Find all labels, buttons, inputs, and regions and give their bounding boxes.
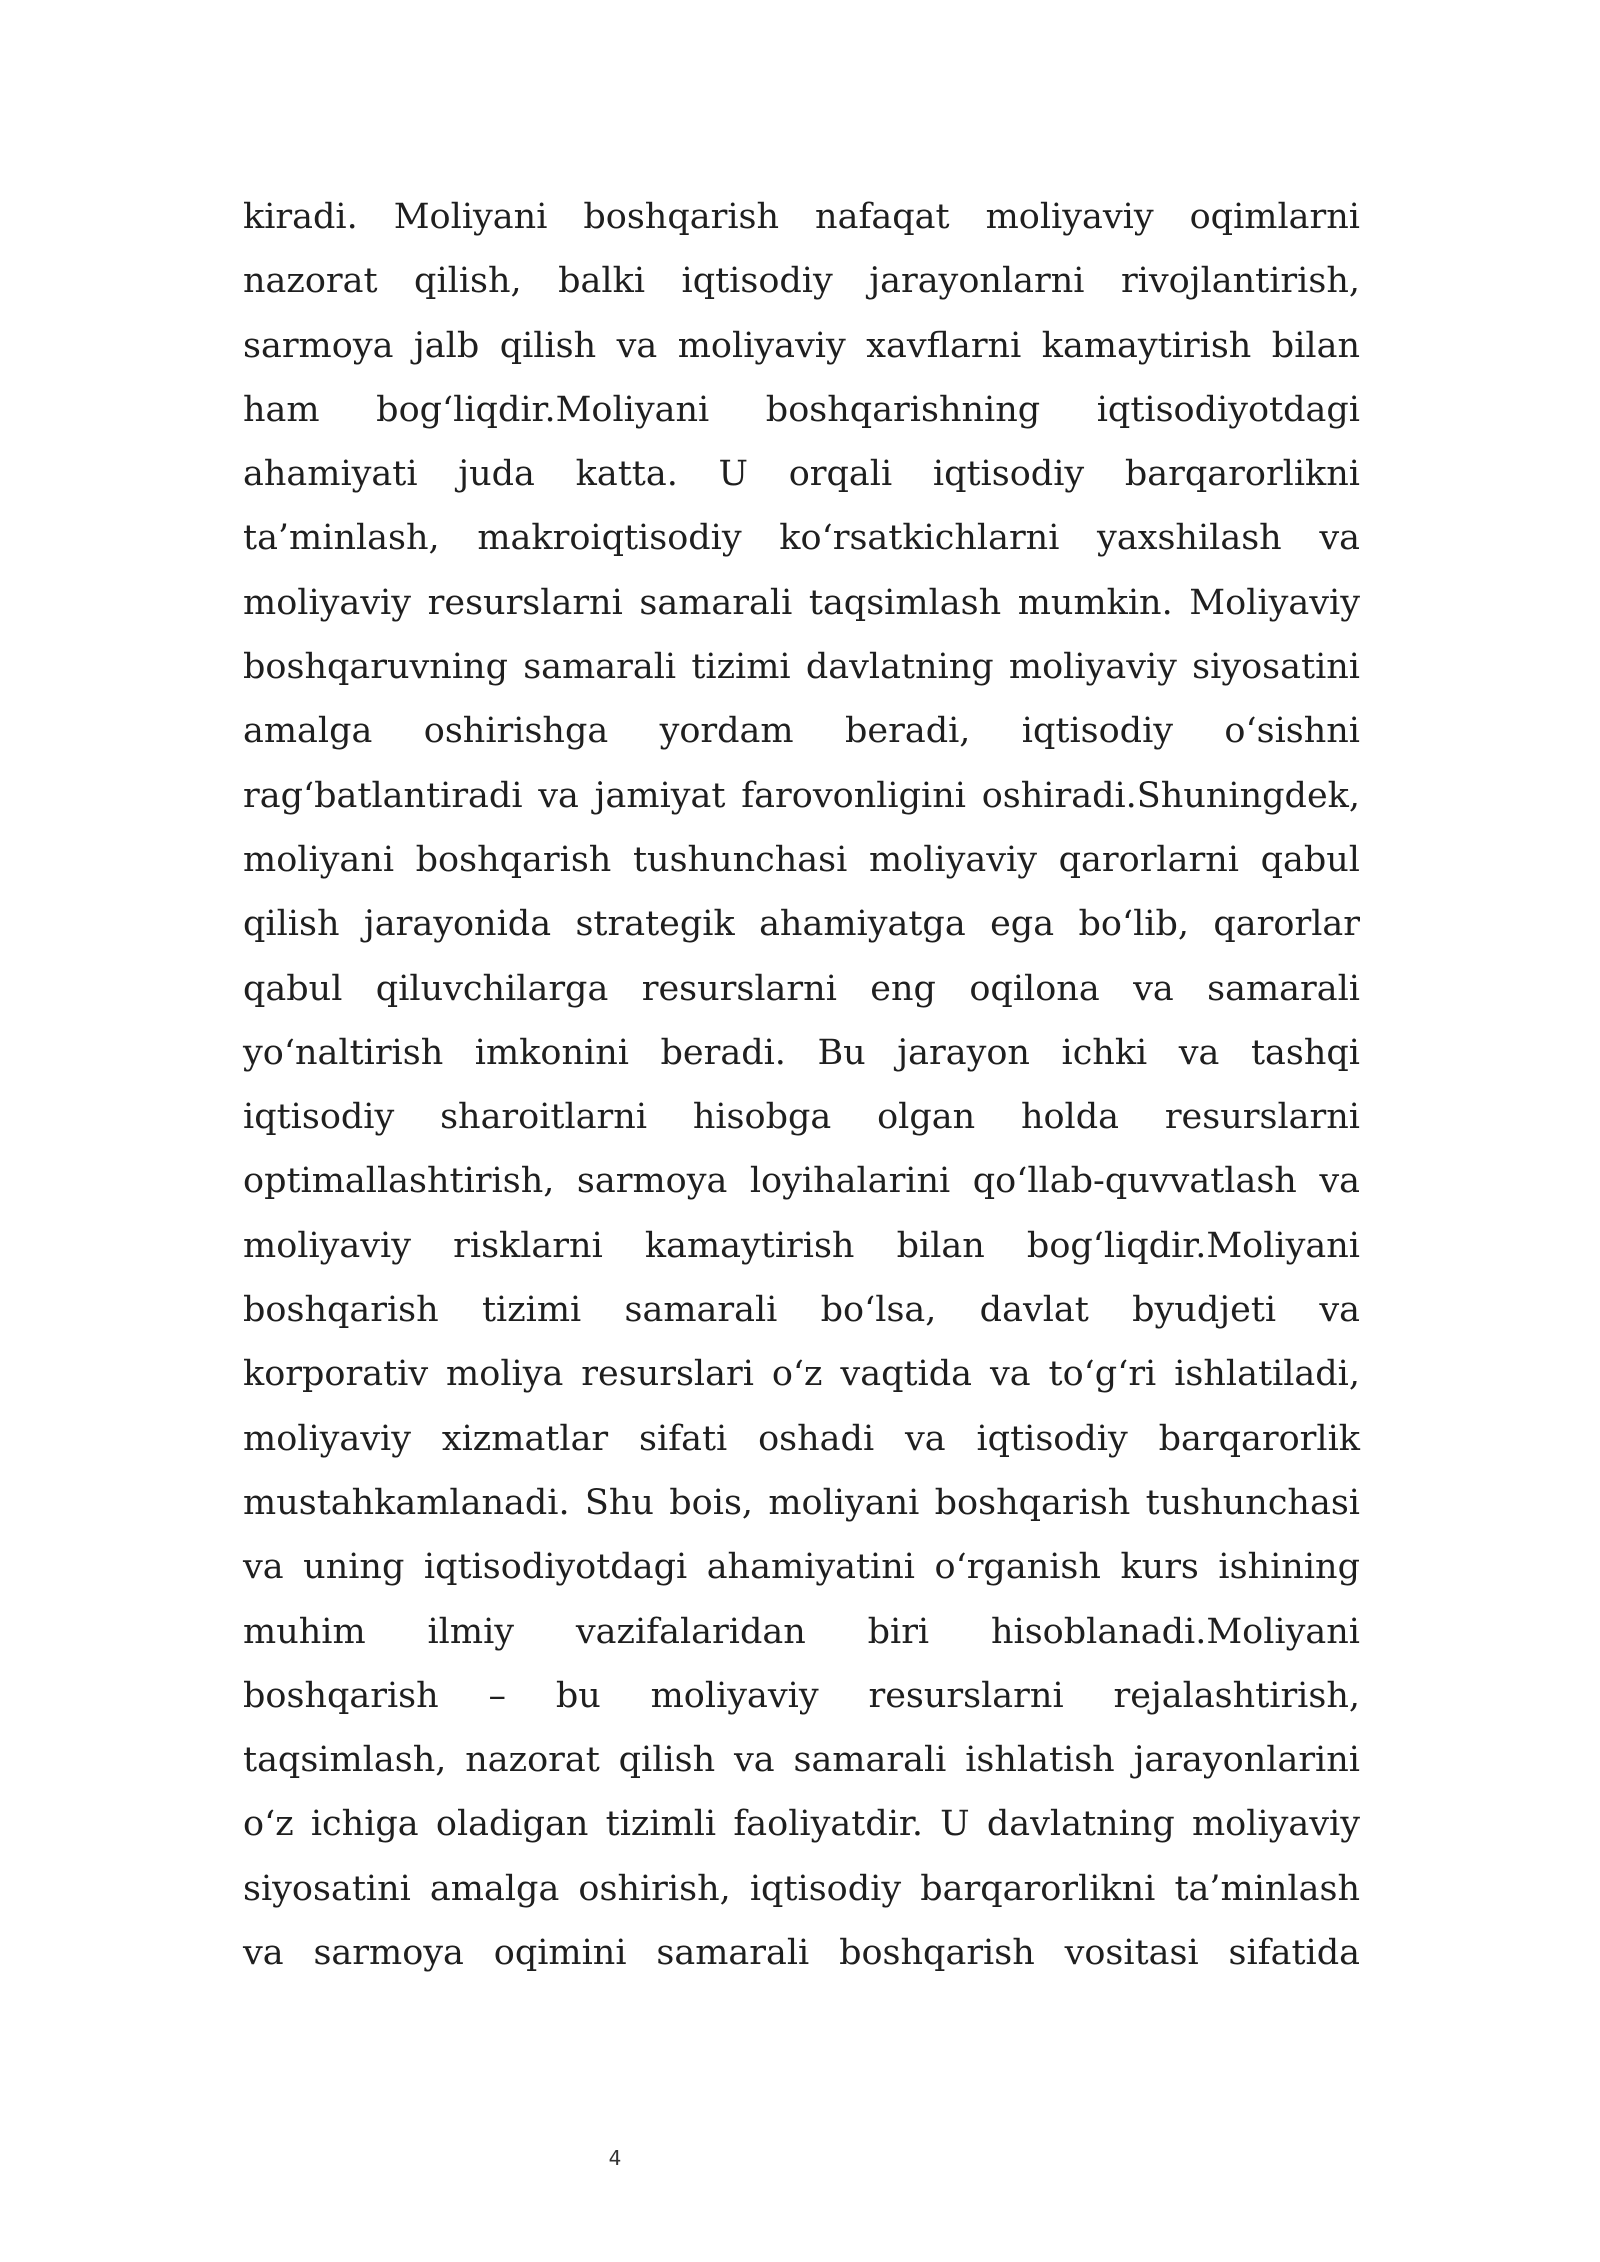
- page-number: 4: [608, 2146, 622, 2170]
- body-paragraph: kiradi. Moliyani boshqarish nafaqat moliyaviy oqimlarni nazorat qilish, balki iqtisodiy jarayonlarni rivojlantirish, sarmoya jalb qilish va moliyaviy xavflarni kamaytirish bilan ham bog‘liqdir.Moliyani boshqarishning iqtisodiyotdagi ahamiyati juda katta. U orqali iqtisodiy barqarorlikni ta’minlash, makroiqtisodiy ko‘rsatkichlarni yaxshilash va moliyaviy resurslarni samarali taqsimlash mumkin. Moliyaviy boshqaruvning samarali tizimi davlatning moliyaviy siyosatini amalga oshirishga yordam beradi, iqtisodiy o‘sishni rag‘batlantiradi va jamiyat farovonligini oshiradi.Shuningdek, moliyani boshqarish tushunchasi moliyaviy qarorlarni qabul qilish jarayonida strategik ahamiyatga ega bo‘lib, qarorlar qabul qiluvchilarga resurslarni eng oqilona va samarali yo‘naltirish imkonini beradi. Bu jarayon ichki va tashqi iqtisodiy sharoitlarni hisobga olgan holda resurslarni optimallashtirish, sarmoya loyihalarini qo‘llab-quvvatlash va moliyaviy risklarni kamaytirish bilan bog‘liqdir.Moliyani boshqarish tizimi samarali bo‘lsa, davlat byudjeti va korporativ moliya resurslari o‘z vaqtida va to‘g‘ri ishlatiladi, moliyaviy xizmatlar sifati oshadi va iqtisodiy barqarorlik mustahkamlanadi. Shu bois, moliyani boshqarish tushunchasi va uning iqtisodiyotdagi ahamiyatini o‘rganish kurs ishining muhim ilmiy vazifalaridan biri hisoblanadi.Moliyani boshqarish – bu moliyaviy resurslarni rejalashtirish, taqsimlash, nazorat qilish va samarali ishlatish jarayonlarini o‘z ichiga oladigan tizimli faoliyatdir. U davlatning moliyaviy siyosatini amalga oshirish, iqtisodiy barqarorlikni ta’minlash va sarmoya oqimini samarali boshqarish vositasi sifatida: [243, 197, 1360, 1974]
